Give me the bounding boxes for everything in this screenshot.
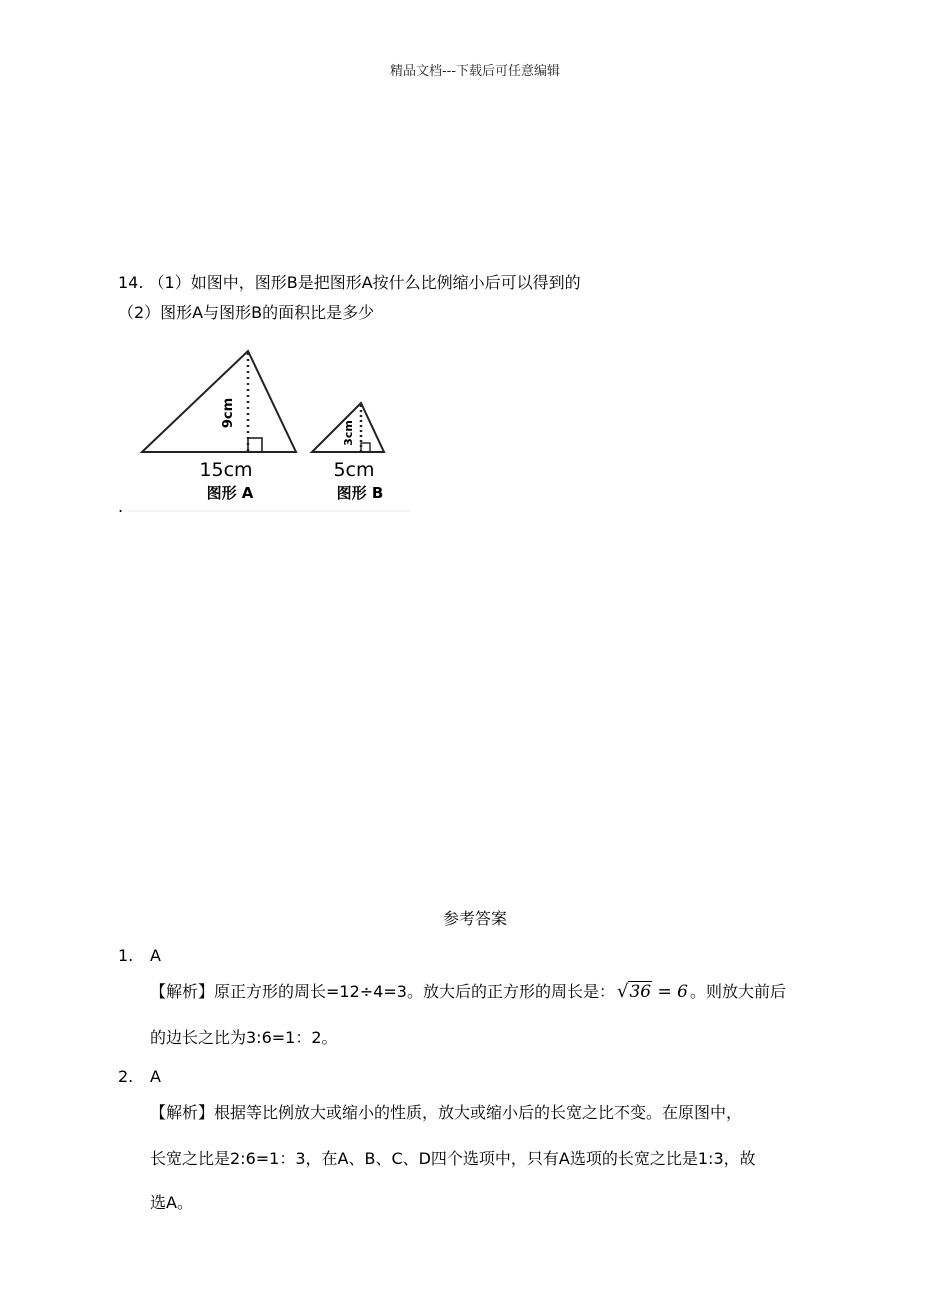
sqrt-expression: √36 = 6: [616, 981, 688, 1002]
triangle-a-right-angle: [248, 438, 262, 452]
answer-2-analysis-line-3: 选A。: [150, 1193, 193, 1212]
triangle-figure: [128, 345, 418, 520]
triangle-a: [142, 351, 296, 452]
question-line-2: （2）图形A与图形B的面积比是多少: [118, 303, 375, 322]
triangle-a-base-label: 15cm: [199, 459, 253, 481]
answer-1-number: 1.: [118, 946, 134, 965]
answer-1-choice: A: [150, 946, 161, 965]
answer-2-number: 2.: [118, 1067, 134, 1086]
answer-1-analysis-line-1: 【解析】原正方形的周长=12÷4=3。放大后的正方形的周长是： √36 = 6 。则放大前后: [150, 981, 786, 1002]
triangle-b-name: 图形 B: [336, 484, 384, 502]
triangle-a-name: 图形 A: [206, 484, 254, 502]
triangle-b-height-label: 3cm: [342, 420, 355, 446]
triangle-b-base-label: 5cm: [333, 459, 375, 481]
answers-title: 参考答案: [442, 909, 507, 928]
figure-dot: .: [118, 497, 124, 516]
answer-1-analysis-line-2: 的边长之比为3:6=1：2。: [150, 1028, 338, 1047]
page-header: 精品文档---下载后可任意编辑: [389, 64, 561, 79]
answer-2-analysis-line-2: 长宽之比是2:6=1：3，在A、B、C、D四个选项中，只有A选项的长宽之比是1:3，故: [150, 1149, 756, 1168]
answer-2-analysis-line-1: 【解析】根据等比例放大或缩小的性质，放大或缩小后的长宽之比不变。在原图中，: [150, 1103, 743, 1122]
answer-2-choice: A: [150, 1067, 161, 1086]
triangle-b-right-angle: [361, 443, 370, 452]
triangle-a-height-label: 9cm: [221, 397, 236, 429]
question-line-1: 14. （1）如图中，图形B是把图形A按什么比例缩小后可以得到的: [118, 273, 581, 292]
